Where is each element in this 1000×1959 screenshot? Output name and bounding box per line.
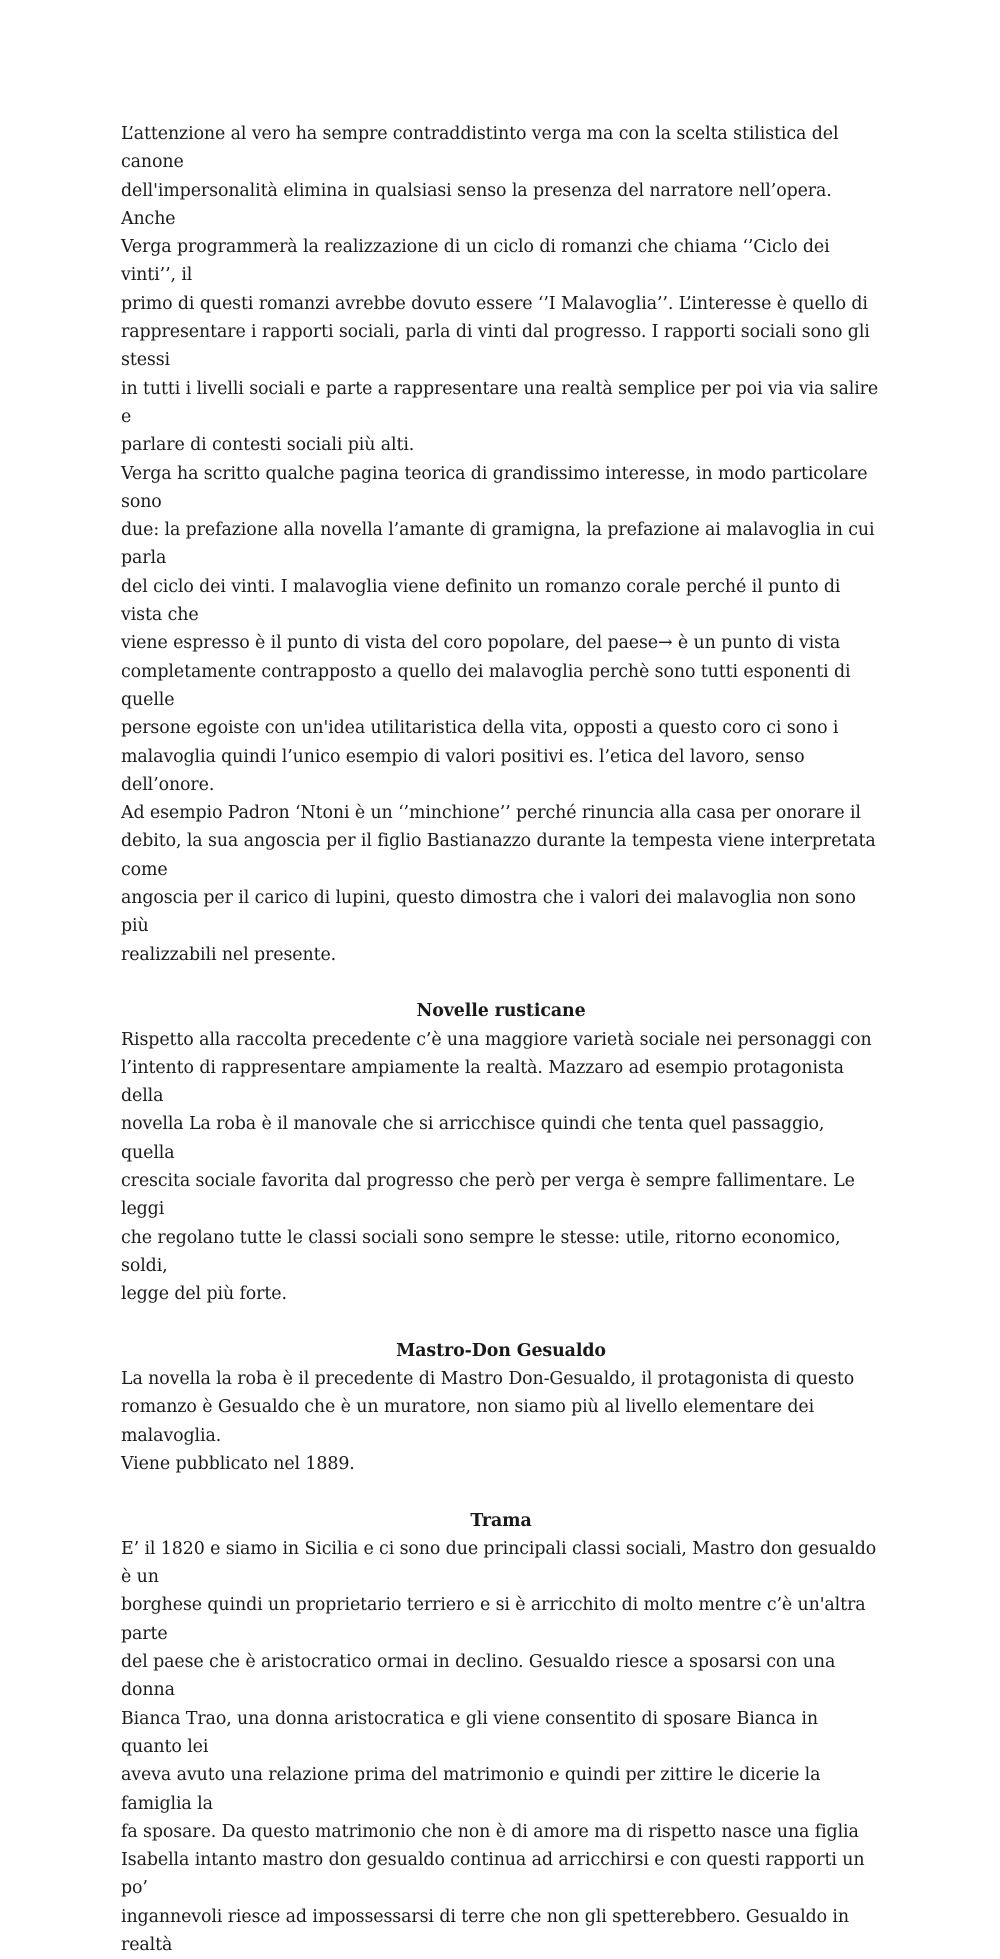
mastro-don-gesualdo-text: La novella la roba è il precedente di Mastro Don-Gesualdo, il protagonista di questo romanzo è Gesualdo che è un muratore, non siamo più al livello elementare dei malavoglia. Viene pubblicato nel 1889. [121, 1369, 855, 1474]
intro-paragraph-1: L’attenzione al vero ha sempre contraddistinto verga ma con la scelta stilistica del canone dell'impersonalità elimina in qualsiasi senso la presenza del narratore nell’opera. Anche Verga programmerà la realizzazione di un ciclo di romanzi che chiama ‘’Ciclo dei vinti’’, il primo di questi romanzi avrebbe dovuto essere ‘’I Malavoglia’’. L’interesse è quello di rappresentare i rapporti sociali, parla di vinti dal progresso. I rapporti sociali sono gli stessi in tutti i livelli sociali e parte a rappresentare una realtà semplice per poi via via salire e parlare di contesti sociali più alti. [121, 124, 879, 456]
heading-trama: Trama [470, 1510, 532, 1531]
heading-novelle-rusticane: Novelle rusticane [416, 1001, 586, 1022]
intro-paragraph-2: Verga ha scritto qualche pagina teorica di grandissimo interesse, in modo particolare sono due: la prefazione alla novella l’amante di gramigna, la prefazione ai malavoglia in cui parla del ciclo dei vinti. I malavoglia viene definito un romanzo corale perché il punto di vista che viene espresso è il punto di vista del coro popolare, del paese→ è un punto di vista completamente contrapposto a quello dei malavoglia perchè sono tutti esponenti di quelle persone egoiste con un'idea utilitaristica della vita, opposti a questo coro ci sono i malavoglia quindi l’unico esempio di valori positivi es. l’etica del lavoro, senso dell’onore. Ad esempio Padron ‘Ntoni è un ‘’minchione’’ perché rinuncia alla casa per onorare il debito, la sua angoscia per il figlio Bastianazzo durante la tempesta viene interpretata come angoscia per il carico di lupini, questo dimostra che i valori dei malavoglia non sono più realizzabili nel presente. [121, 463, 876, 965]
document-page [121, 120, 881, 1959]
heading-mastro-don-gesualdo: Mastro-Don Gesualdo [396, 1340, 606, 1361]
section-mastro-don-gesualdo [121, 1337, 881, 1478]
novelle-rusticane-text: Rispetto alla raccolta precedente c’è una maggiore varietà sociale nei personaggi con l’intento di rappresentare ampiamente la realtà. Mazzaro ad esempio protagonista della novella La roba è il manovale che si arricchisce quindi che tenta quel passaggio, quella crescita sociale favorita dal progresso che però per verga è sempre fallimentare. Le leggi che regolano tutte le classi sociali sono sempre le stesse: utile, ritorno economico, soldi, legge del più forte. [121, 1029, 872, 1305]
section-novelle-rusticane [121, 997, 881, 1308]
trama-text: E’ il 1820 e siamo in Sicilia e ci sono due principali classi sociali, Mastro don gesualdo è un borghese quindi un proprietario terriero e si è arricchito di molto mentre c’è un'altra parte del paese che è aristocratico ormai in declino. Gesualdo riesce a sposarsi con una donna Bianca Trao, una donna aristocratica e gli viene consentito di sposare Bianca in quanto lei aveva avuto una relazione prima del matrimonio e quindi per zittire le dicerie la famiglia la fa sposare. Da questo matrimonio che non è di amore ma di rispetto nasce una figlia Isabella intanto mastro don gesualdo continua ad arricchirsi e con questi rapporti un po’ ingannevoli riesce ad impossessarsi di terre che non gli spetterebbero. Gesualdo in realtà [121, 1538, 877, 1955]
section-trama [121, 1507, 881, 1959]
